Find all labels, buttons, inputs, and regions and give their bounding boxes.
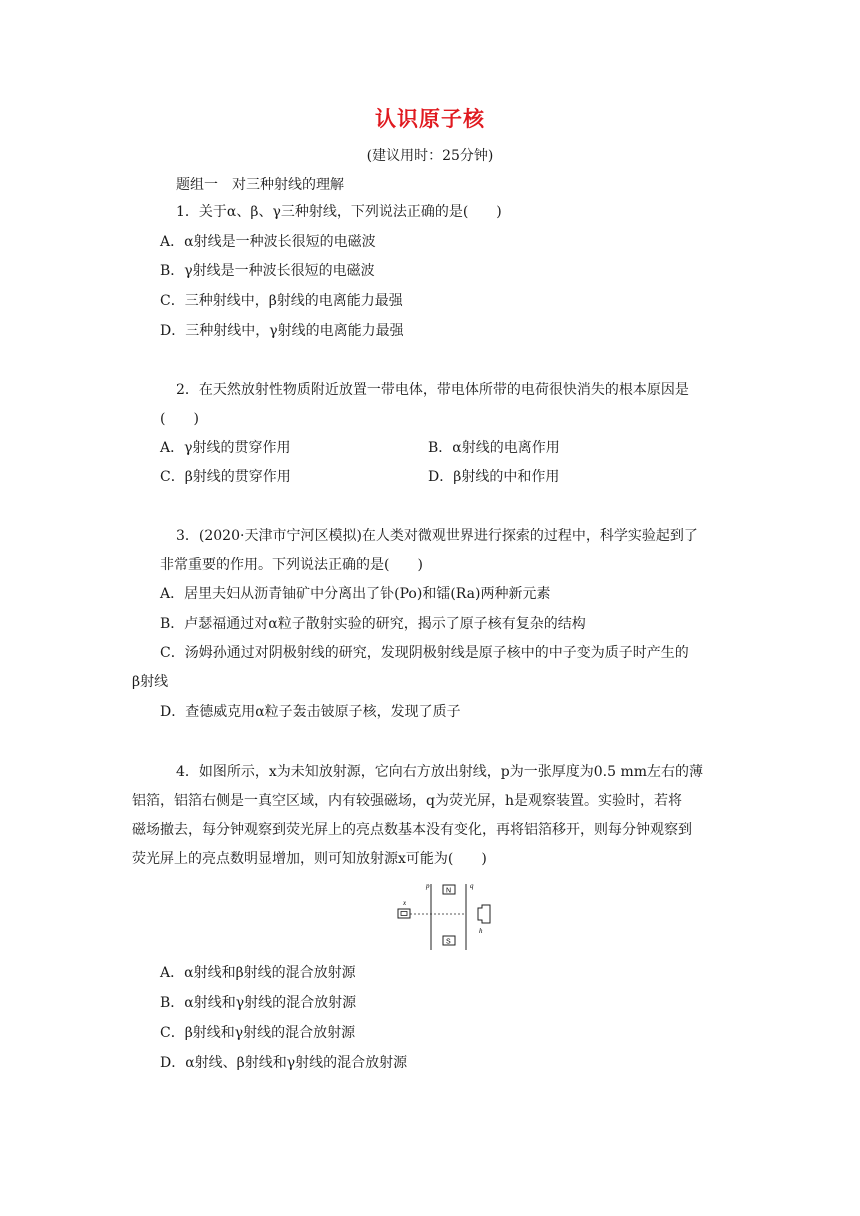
label-s: S: [446, 938, 451, 946]
label-p: p: [426, 882, 430, 890]
q4-stem-line2: 铝箔，铝箔右侧是一真空区域，内有较强磁场，q为荧光屏，h是观察装置。实验时，若将: [132, 793, 682, 809]
q1-option-a: A．α射线是一种波长很短的电磁波: [160, 234, 376, 250]
q4-option-b: B．α射线和γ射线的混合放射源: [160, 995, 357, 1011]
q2-option-a: A．γ射线的贯穿作用: [160, 440, 291, 456]
q2-option-d: D．β射线的中和作用: [428, 469, 560, 485]
label-h: h: [479, 927, 483, 935]
q3-option-a: A．居里夫妇从沥青铀矿中分离出了钋(Po)和镭(Ra)两种新元素: [160, 586, 551, 602]
label-n: N: [446, 887, 452, 895]
q3-option-c-continued: β射线: [132, 674, 169, 690]
q4-option-a: A．α射线和β射线的混合放射源: [160, 965, 356, 981]
q1-option-d: D．三种射线中，γ射线的电离能力最强: [160, 323, 404, 339]
q3-option-c: C．汤姆孙通过对阴极射线的研究，发现阴极射线是原子核中的中子变为质子时产生的: [160, 645, 689, 661]
q3-stem-line2: 非常重要的作用。下列说法正确的是( ): [160, 557, 423, 573]
source-box: [398, 909, 410, 918]
q3-option-d: D．查德威克用α粒子轰击铍原子核，发现了质子: [160, 704, 461, 720]
q1-option-c: C．三种射线中，β射线的电离能力最强: [160, 293, 403, 309]
q3-option-b: B．卢瑟福通过对α粒子散射实验的研究，揭示了原子核有复杂的结构: [160, 616, 586, 632]
label-q: q: [470, 882, 474, 890]
group-heading: 题组一 对三种射线的理解: [176, 177, 344, 193]
q1-option-b: B．γ射线是一种波长很短的电磁波: [160, 263, 375, 279]
q4-option-c: C．β射线和γ射线的混合放射源: [160, 1025, 356, 1041]
q1-stem: 1．关于α、β、γ三种射线，下列说法正确的是( ): [176, 204, 502, 220]
q2-stem-line1: 2．在天然放射性物质附近放置一带电体，带电体所带的电荷很快消失的根本原因是: [176, 382, 689, 398]
q4-option-d: D．α射线、β射线和γ射线的混合放射源: [160, 1055, 408, 1071]
apparatus-figure: [392, 880, 502, 952]
q2-option-c: C．β射线的贯穿作用: [160, 469, 291, 485]
q4-stem-line1: 4．如图所示，x为未知放射源，它向右方放出射线，p为一张厚度为0.5 mm左右的薄: [176, 764, 704, 780]
observer-device: [478, 905, 490, 923]
q4-stem-line3: 磁场撤去，每分钟观察到荧光屏上的亮点数基本没有变化，再将铝箔移开，则每分钟观察到: [132, 822, 692, 838]
label-x: x: [403, 899, 407, 907]
q2-option-b: B．α射线的电离作用: [428, 440, 560, 456]
page-title: 认识原子核: [375, 107, 485, 131]
q2-stem-line2: ( ): [160, 411, 199, 427]
q4-stem-line4: 荧光屏上的亮点数明显增加，则可知放射源x可能为( ): [132, 851, 487, 867]
suggested-time: (建议用时：25分钟): [366, 148, 494, 164]
source-inner: [401, 912, 407, 916]
q3-stem-line1: 3．(2020·天津市宁河区模拟)在人类对微观世界进行探索的过程中，科学实验起到了: [176, 528, 698, 544]
